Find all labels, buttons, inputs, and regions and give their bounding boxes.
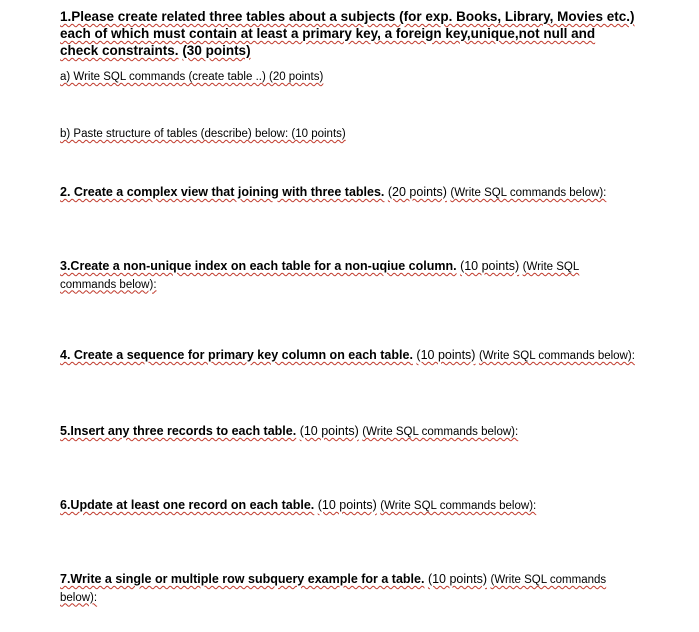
question-4-title: 4. Create a sequence for primary key column on each table. [60, 348, 413, 362]
question-3-instruction: (Write SQL commands below): [60, 261, 580, 291]
part-b: b) Paste structure of tables (describe) below: (10 points) [60, 128, 346, 140]
question-7-instruction: (Write SQL commands below): [60, 574, 607, 604]
question-6-instruction: (Write SQL commands below): [380, 500, 537, 512]
question-6 [60, 497, 635, 515]
question-4-instruction: (Write SQL commands below): [478, 350, 635, 362]
question-6-points: (10 points) [317, 498, 377, 512]
question-5 [60, 423, 635, 441]
question-7-points: (10 points) [427, 572, 487, 586]
part-a: a) Write SQL commands (create table ..) (20 points) [60, 71, 324, 83]
question-2-instruction: (Write SQL commands below): [450, 187, 607, 199]
question-4-points: (10 points) [416, 348, 476, 362]
question-3 [60, 258, 635, 293]
question-2-title: 2. Create a complex view that joining with three tables. [60, 185, 385, 199]
question-2 [60, 184, 635, 202]
question-1-points: (30 points) [182, 43, 251, 58]
question-5-title: 5.Insert any three records to each table. [60, 424, 297, 438]
question-5-points: (10 points) [299, 424, 359, 438]
question-3-points: (10 points) [460, 259, 520, 273]
question-1 [60, 8, 635, 59]
question-3-title: 3.Create a non-unique index on each table for a non-uqiue column. [60, 259, 457, 273]
question-5-instruction: (Write SQL commands below): [362, 426, 519, 438]
question-2-points: (20 points) [387, 185, 447, 199]
question-7-title: 7.Write a single or multiple row subquery example for a table. [60, 572, 425, 586]
question-4 [60, 347, 635, 365]
question-1-text: 1.Please create related three tables about a subjects (for exp. Books, Library, Movies etc.) each of which must contain at least a primary key, a foreign key,unique,not null and check constraints. [60, 9, 635, 58]
question-7 [60, 571, 635, 606]
question-6-title: 6.Update at least one record on each table. [60, 498, 315, 512]
